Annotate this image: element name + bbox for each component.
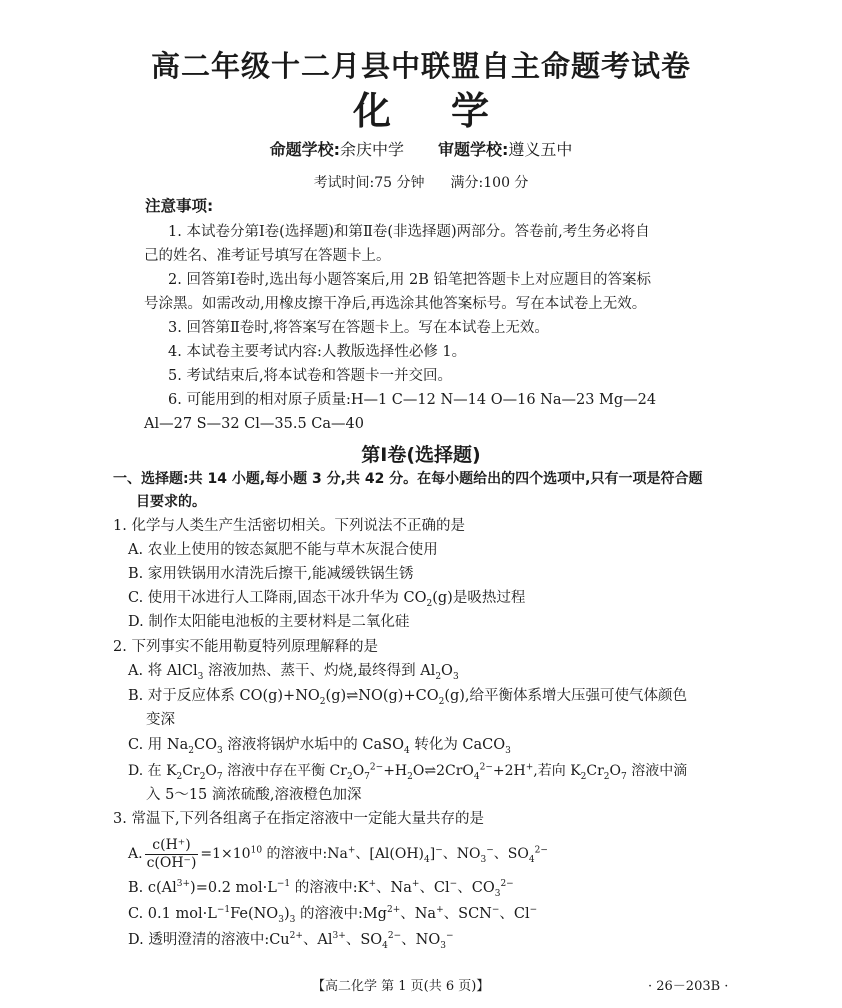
- full-score: 满分:100 分: [450, 175, 529, 191]
- question-3-option-d: D. 透明澄清的溶液中$:Cu^{2+}$、$Al^{3+}$、$SO_4^{2-}$、$NO_3^-$: [128, 931, 454, 951]
- notice-line: 号涂黑。如需改动,用橡皮擦干净后,再选涂其他答案标号。写在本试卷上无效。: [144, 296, 647, 312]
- subject-title: 化学: [352, 89, 549, 133]
- question-1-option-b: B. 家用铁锅用水清洗后擦干,能减缓铁锅生锈: [128, 566, 414, 582]
- question-3-option-a: A. $\frac{c(H^+)}{c(OH^-)}$ $=1\times 10^{10}$ 的溶液中:Na+、$[Al(OH)_4]^-$、$NO_3^-$、$SO_4^{2-}$: [128, 836, 548, 871]
- question-2-stem: 2. 下列事实不能用勒夏特列原理解释的是: [113, 639, 378, 655]
- question-2-option-d: D. 在 $K_2Cr_2O_7$ 溶液中存在平衡 $Cr_2O_7^{2-}+H_2O\rightleftharpoons 2CrO_4^{2-}+2H^+$,若向 $K_2Cr_2O_7$ 溶液中滴: [128, 762, 688, 782]
- section-heading: 第Ⅰ卷(选择题): [361, 444, 481, 466]
- question-1-option-c: C. 使用干冰进行人工降雨,固态干冰升华为 $CO_2(g)$是吸热过程: [128, 590, 526, 609]
- setter-school: 余庆中学: [339, 140, 404, 159]
- reviewer-label: 审题学校:: [438, 140, 509, 159]
- question-2-option-c: C. 用 $Na_2CO_3$ 溶液将锅炉水垢中的 CaSO$_4$ 转化为 CaCO$_3$: [128, 737, 511, 756]
- question-3-stem: 3. 常温下,下列各组离子在指定溶液中一定能大量共存的是: [113, 811, 485, 827]
- reviewer-school: 遵义五中: [508, 140, 573, 159]
- exam-title: 高二年级十二月县中联盟自主命题考试卷: [150, 49, 691, 83]
- notice-line: 5. 考试结束后,将本试卷和答题卡一并交回。: [168, 368, 453, 384]
- page-footer: 【高二化学 第 1 页(共 6 页)】: [312, 979, 490, 994]
- question-3-option-c: C. 0.1 $mol\cdot L^{-1}Fe(NO_3)_3$ 的溶液中$:Mg^{2+}$、Na+、SCN−、Cl−: [128, 905, 538, 925]
- notice-line: 2. 回答第Ⅰ卷时,选出每小题答案后,用 2B 铅笔把答题卡上对应题目的答案标: [168, 272, 651, 288]
- school-info: [0, 137, 842, 160]
- notice-line: 己的姓名、准考证号填写在答题卡上。: [144, 248, 391, 264]
- notice-line: 4. 本试卷主要考试内容:人教版选择性必修 1。: [168, 344, 467, 360]
- question-2-option-d-cont: 入 5～15 滴浓硫酸,溶液橙色加深: [146, 787, 362, 803]
- notice-line: 3. 回答第Ⅱ卷时,将答案写在答题卡上。写在本试卷上无效。: [168, 320, 549, 336]
- exam-duration: 考试时间:75 分钟: [313, 175, 425, 191]
- section-instruction: 一、选择题:共 14 小题,每小题 3 分,共 42 分。在每小题给出的四个选项中,只有一项是符合题: [113, 471, 703, 487]
- notice-line: 1. 本试卷分第Ⅰ卷(选择题)和第Ⅱ卷(非选择题)两部分。答卷前,考生务必将自: [168, 224, 650, 240]
- question-1-stem: 1. 化学与人类生产生活密切相关。下列说法不正确的是: [113, 518, 465, 534]
- setter-label: 命题学校:: [269, 140, 340, 159]
- exam-code: · 26－203B ·: [648, 979, 729, 994]
- notice-line: 6. 可能用到的相对原子质量:H—1 C—12 N—14 O—16 Na—23 Mg—24: [168, 392, 657, 408]
- question-3-option-b: B. $c(Al^{3+})=0.2$ $mol\cdot L^{-1}$ 的溶液中:K+、Na+、Cl−、$CO_3^{2-}$: [128, 879, 514, 899]
- section-instruction: 目要求的。: [136, 494, 206, 510]
- question-1-option-d: D. 制作太阳能电池板的主要材料是二氧化硅: [128, 614, 410, 630]
- concentration-ratio-fraction: $\frac{c(H^+)}{c(OH^-)}$: [146, 836, 197, 871]
- exam-time-info: [0, 172, 842, 192]
- question-2-option-b: B. 对于反应体系 $CO(g)+NO_2(g)\rightleftharpoons NO(g)+CO_2(g)$,给平衡体系增大压强可使气体颜色: [128, 688, 688, 707]
- notice-line: Al—27 S—32 Cl—35.5 Ca—40: [144, 416, 364, 432]
- notice-heading: 注意事项:: [145, 197, 214, 215]
- question-2-option-b-cont: 变深: [146, 712, 175, 728]
- question-2-option-a: A. 将 AlCl$_3$ 溶液加热、蒸干、灼烧,最终得到 $Al_2O_3$: [128, 663, 459, 682]
- question-1-option-a: A. 农业上使用的铵态氮肥不能与草木灰混合使用: [128, 542, 438, 558]
